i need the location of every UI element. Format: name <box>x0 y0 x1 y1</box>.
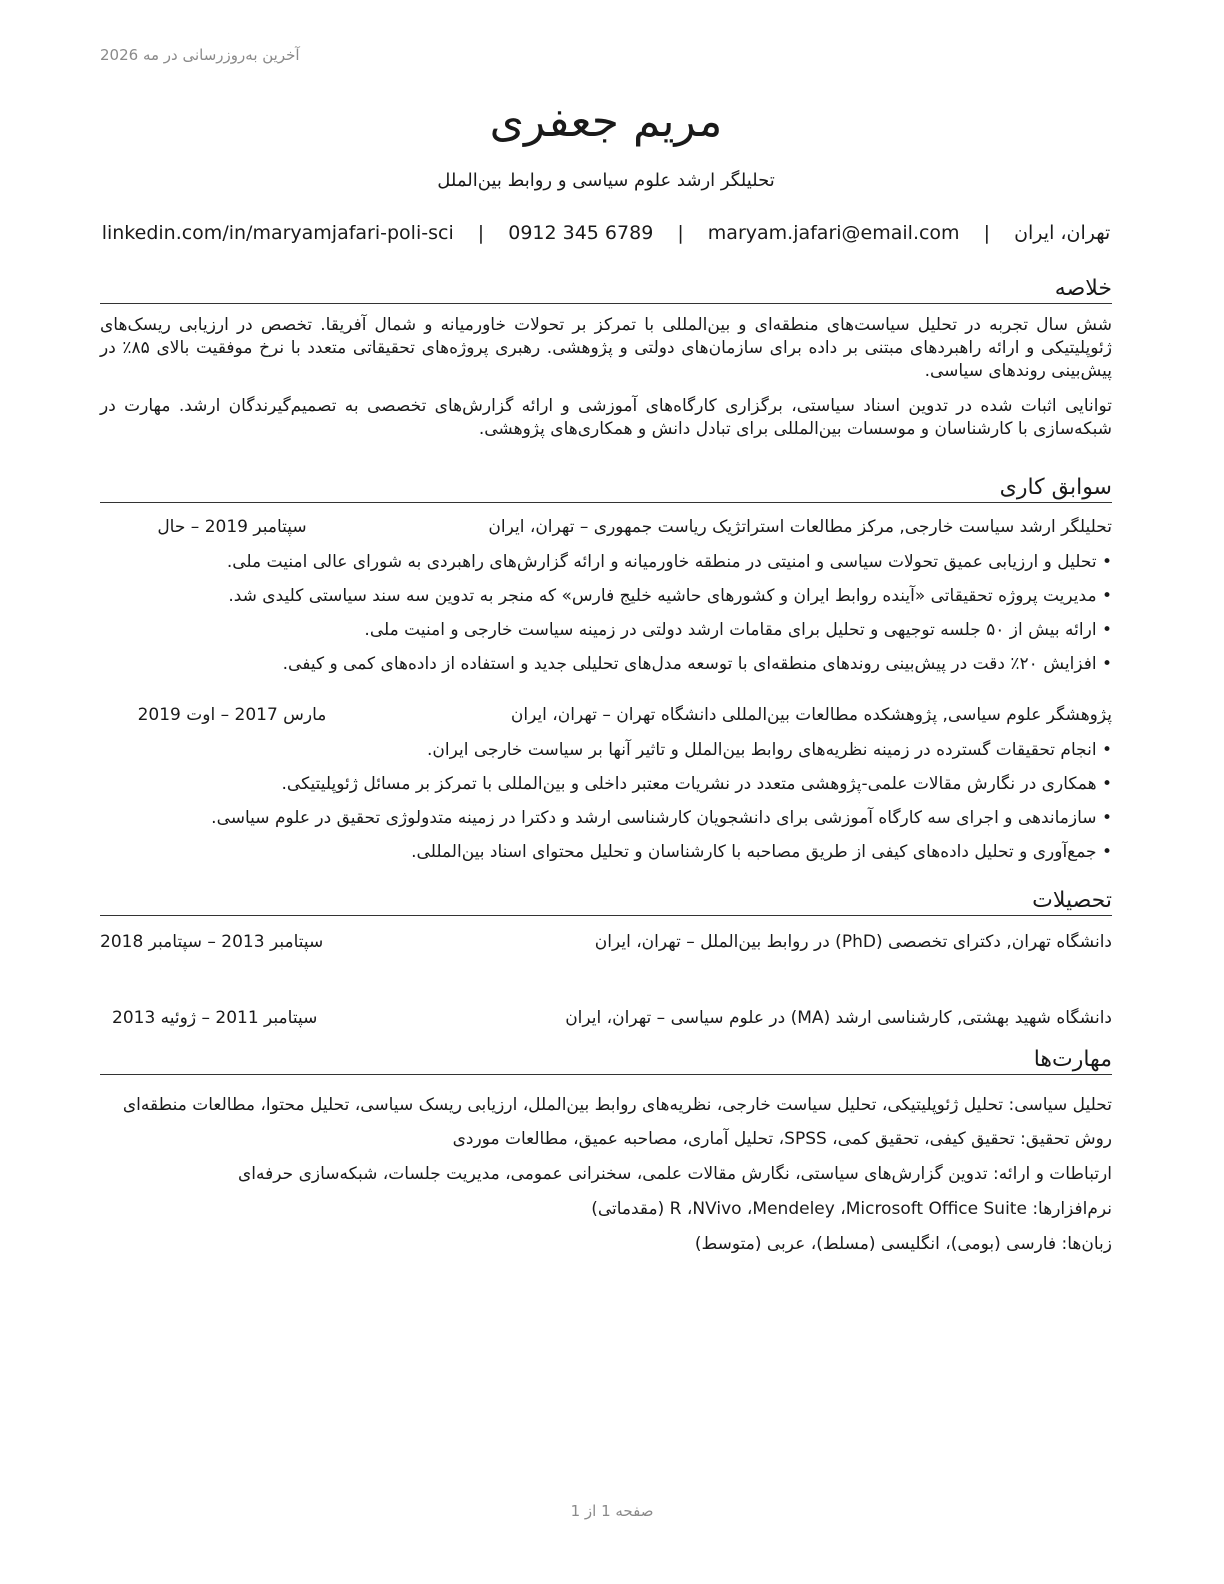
list-item: • جمع‌آوری و تحلیل داده‌های کیفی از طریق مصاحبه با کارشناسان و تحلیل محتوای اسناد بین‌المللی. <box>100 835 1112 869</box>
list-item: • ارائه بیش از ۵۰ جلسه توجیهی و تحلیل برای مقامات ارشد دولتی در زمینه سیاست خارجی و امنیت ملی. <box>100 613 1112 647</box>
section-title-skills: مهارت‌ها <box>100 1047 1112 1075</box>
resume-page <box>100 0 1112 1584</box>
contact-email[interactable]: maryam.jafari@email.com <box>707 222 960 244</box>
list-item: • مدیریت پروژه تحقیقاتی «آینده روابط ایران و کشورهای حاشیه خلیج فارس» که منجر به تدوین سه سند سیاستی کلیدی شد. <box>100 579 1112 613</box>
job-dates: مارس 2017 – اوت 2019 <box>137 705 327 725</box>
education-section <box>100 888 1112 1032</box>
education-dates: سپتامبر 2013 – سپتامبر 2018 <box>100 932 324 952</box>
education-dates: سپتامبر 2011 – ژوئیه 2013 <box>112 1008 318 1028</box>
job-bullets <box>100 733 1112 869</box>
headline: تحلیلگر ارشد علوم سیاسی و روابط بین‌الملل <box>437 170 775 191</box>
skill-line: ارتباطات و ارائه: تدوین گزارش‌های سیاستی، نگارش مقالات علمی، سخنرانی عمومی، مدیریت جلسات، شبکه‌سازی حرفه‌ای <box>238 1164 1112 1184</box>
contact-line <box>100 222 1112 244</box>
skills-section <box>100 1047 1112 1256</box>
education-title: دانشگاه تهران, دکترای تخصصی (PhD) در روابط بین‌الملل – تهران، ایران <box>594 932 1112 952</box>
contact-linkedin[interactable]: linkedin.com/in/maryamjafari-poli-sci <box>101 222 454 244</box>
page-number: صفحه 1 از 1 <box>570 1502 654 1520</box>
candidate-name: مریم جعفری <box>489 96 723 147</box>
skill-line: نرم‌افزارها: R ،NVivo ،Mendeley ،Microsoft Office Suite (مقدماتی) <box>591 1199 1112 1219</box>
skill-line: تحلیل سیاسی: تحلیل ژئوپلیتیکی، تحلیل سیاست خارجی، نظریه‌های روابط بین‌الملل، ارزیابی ریسک سیاسی، تحلیل محتوا، مطالعات منطقه‌ای <box>122 1095 1112 1115</box>
contact-separator: | <box>677 222 684 244</box>
job-heading <box>100 517 1112 541</box>
summary-section <box>100 276 1112 441</box>
education-item <box>100 930 1112 982</box>
job-heading <box>100 705 1112 729</box>
list-item: • سازماندهی و اجرای سه کارگاه آموزشی برای دانشجویان کارشناسی ارشد و دکترا در زمینه متدولوژی تحقیق در علوم سیاسی. <box>100 801 1112 835</box>
section-title-education: تحصیلات <box>100 888 1112 916</box>
job-title: تحلیلگر ارشد سیاست خارجی, مرکز مطالعات استراتژیک ریاست جمهوری – تهران، ایران <box>488 517 1112 537</box>
summary-paragraph: توانایی اثبات شده در تدوین اسناد سیاستی، برگزاری کارگاه‌های آموزشی و ارائه گزارش‌های تخصصی به تصمیم‌گیرندگان ارشد. مهارت در شبکه‌سازی با کارشناسان و موسسات بین‌المللی برای تبادل دانش و همکاری‌های پژوهشی. <box>100 396 1112 439</box>
list-item: • همکاری در نگارش مقالات علمی-پژوهشی متعدد در نشریات معتبر داخلی و بین‌المللی با تمرکز بر مسائل ژئوپلیتیکی. <box>100 767 1112 801</box>
summary-paragraph: شش سال تجربه در تحلیل سیاست‌های منطقه‌ای و بین‌المللی با تمرکز بر تحولات خاورمیانه و شمال آفریقا. تخصص در ارزیابی ریسک‌های ژئوپلیتیکی و ارائه راهبردهای مبتنی بر داده برای سازمان‌های دولتی و پژوهشی. رهبری پروژه‌های تحقیقاتی متعدد با نرخ موفقیت بالای ۸۵٪ در پیش‌بینی روندهای سیاسی. <box>100 315 1112 381</box>
education-item <box>100 1006 1112 1032</box>
contact-separator: | <box>477 222 485 244</box>
job-title: پژوهشگر علوم سیاسی, پژوهشکده مطالعات بین‌المللی دانشگاه تهران – تهران، ایران <box>510 705 1112 725</box>
skill-line: روش تحقیق: تحقیق کیفی، تحقیق کمی، SPSS، تحلیل آماری، مصاحبه عمیق، مطالعات موردی <box>452 1129 1112 1149</box>
section-title-experience: سوابق کاری <box>100 475 1112 503</box>
education-title: دانشگاه شهید بهشتی, کارشناسی ارشد (MA) در علوم سیاسی – تهران، ایران <box>565 1008 1112 1028</box>
contact-separator: | <box>983 222 991 244</box>
list-item: • انجام تحقیقات گسترده در زمینه نظریه‌های روابط بین‌الملل و تاثیر آنها بر سیاست خارجی ایران. <box>100 733 1112 767</box>
experience-section <box>100 475 1112 869</box>
contact-phone: 0912 345 6789 <box>508 222 654 244</box>
last-updated: آخرین به‌روزرسانی در مه 2026 <box>100 46 300 64</box>
job-dates: سپتامبر 2019 – حال <box>157 517 307 537</box>
job-bullets <box>100 545 1112 681</box>
list-item: • تحلیل و ارزیابی عمیق تحولات سیاسی و امنیتی در منطقه خاورمیانه و ارائه گزارش‌های راهبردی به شورای عالی امنیت ملی. <box>100 545 1112 579</box>
contact-location: تهران، ایران <box>1014 222 1111 244</box>
section-title-summary: خلاصه <box>100 276 1112 304</box>
list-item: • افزایش ۲۰٪ دقت در پیش‌بینی روندهای منطقه‌ای با توسعه مدل‌های تحلیلی جدید و استفاده از داده‌های کمی و کیفی. <box>100 647 1112 681</box>
skill-line: زبان‌ها: فارسی (بومی)، انگلیسی (مسلط)، عربی (متوسط) <box>694 1234 1112 1254</box>
